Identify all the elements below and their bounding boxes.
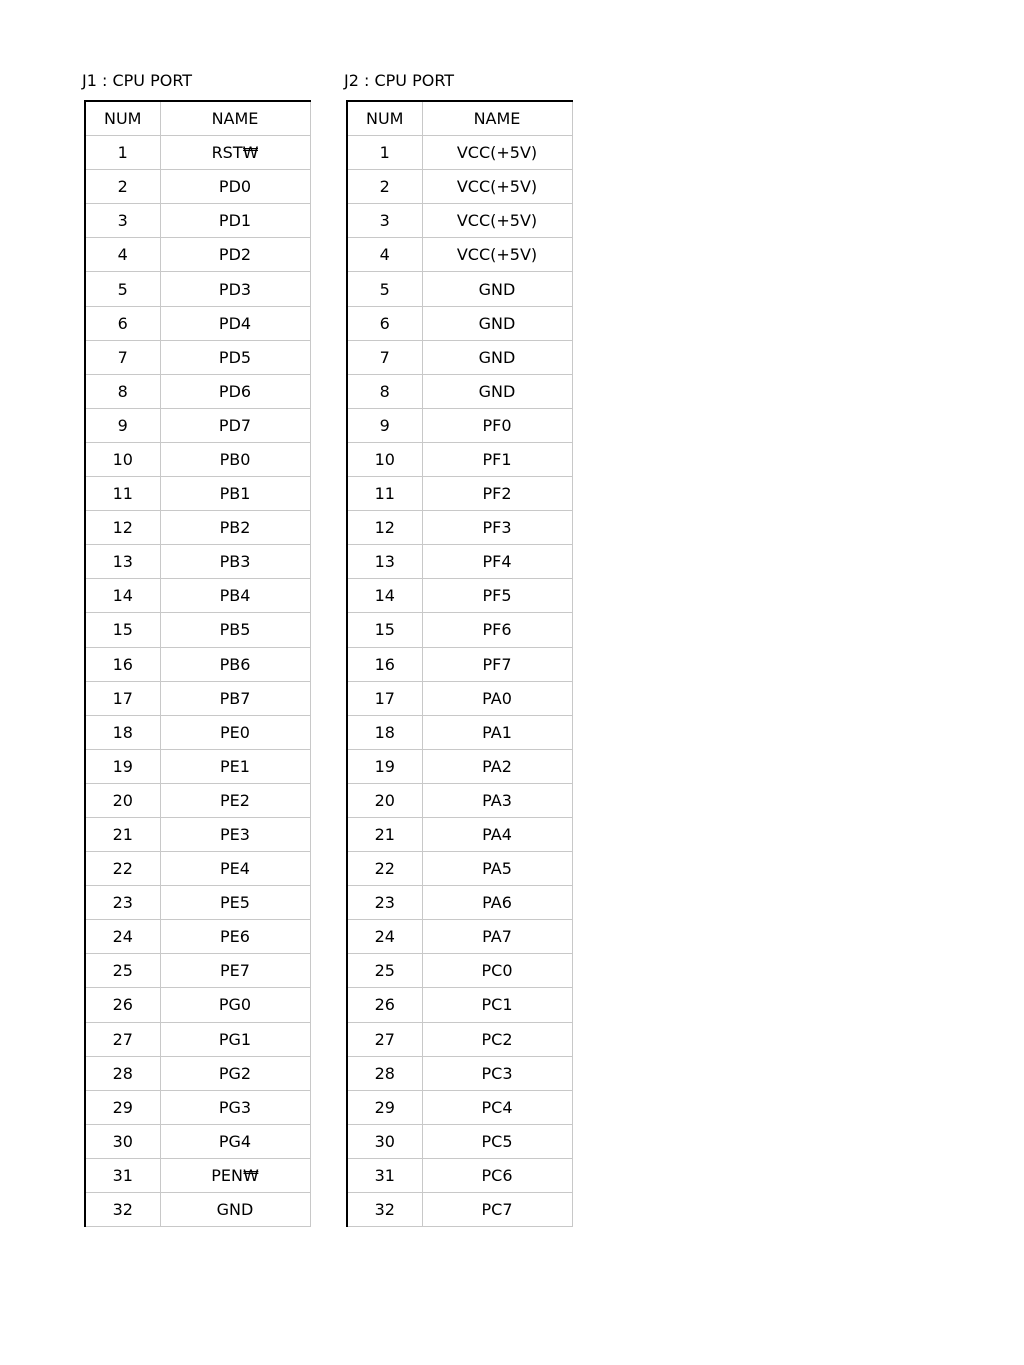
pin-number-cell: 27 [347, 1022, 422, 1056]
table-row [347, 136, 572, 170]
pin-number-cell: 18 [347, 715, 422, 749]
pin-number-cell: 31 [85, 1158, 160, 1192]
table-row [347, 170, 572, 204]
pin-number-cell: 8 [85, 374, 160, 408]
table-row [347, 272, 572, 306]
pin-number-cell: 32 [85, 1193, 160, 1227]
pin-name-cell: PA2 [422, 749, 572, 783]
j1-port-section [82, 68, 311, 1227]
pin-name-cell: PC3 [422, 1056, 572, 1090]
pin-name-cell: PB7 [160, 681, 310, 715]
pin-name-cell: GND [422, 272, 572, 306]
table-row [347, 477, 572, 511]
table-row [85, 136, 310, 170]
j1-pin-table [84, 100, 311, 1227]
pin-number-cell: 26 [85, 988, 160, 1022]
pin-name-cell: PC6 [422, 1158, 572, 1192]
pin-name-cell: GND [422, 306, 572, 340]
table-row [347, 1056, 572, 1090]
pin-name-cell: PD7 [160, 408, 310, 442]
pin-name-cell: PE1 [160, 749, 310, 783]
pin-name-cell: PG4 [160, 1124, 310, 1158]
table-row [347, 204, 572, 238]
pin-name-cell: PG3 [160, 1090, 310, 1124]
pin-number-cell: 20 [85, 783, 160, 817]
pin-name-cell: PB6 [160, 647, 310, 681]
table-row [85, 613, 310, 647]
pin-number-cell: 4 [85, 238, 160, 272]
pin-name-cell: PE3 [160, 817, 310, 851]
table-row [347, 238, 572, 272]
table-row [347, 1090, 572, 1124]
pin-name-cell: PC5 [422, 1124, 572, 1158]
table-row [85, 579, 310, 613]
table-row [85, 408, 310, 442]
pin-number-cell: 3 [347, 204, 422, 238]
j2-pin-table [346, 100, 573, 1227]
pin-number-cell: 18 [85, 715, 160, 749]
pin-name-cell: PE2 [160, 783, 310, 817]
pin-name-cell: PC7 [422, 1193, 572, 1227]
pin-number-cell: 5 [85, 272, 160, 306]
pin-name-cell: PB4 [160, 579, 310, 613]
pin-number-cell: 6 [85, 306, 160, 340]
table-header-row [347, 101, 572, 136]
table-row [347, 442, 572, 476]
table-row [347, 886, 572, 920]
table-row [85, 442, 310, 476]
table-row [347, 1124, 572, 1158]
pin-number-cell: 15 [347, 613, 422, 647]
pin-name-cell: GND [160, 1193, 310, 1227]
pin-number-cell: 13 [85, 545, 160, 579]
pin-number-cell: 11 [347, 477, 422, 511]
pin-name-cell: PF1 [422, 442, 572, 476]
pin-name-cell: PC1 [422, 988, 572, 1022]
pin-number-cell: 11 [85, 477, 160, 511]
pin-number-cell: 13 [347, 545, 422, 579]
table-row [347, 852, 572, 886]
pin-number-cell: 23 [347, 886, 422, 920]
table-row [85, 374, 310, 408]
pin-name-cell: PA4 [422, 817, 572, 851]
pin-name-cell: PD6 [160, 374, 310, 408]
table-row [85, 749, 310, 783]
pin-name-cell: VCC(+5V) [422, 238, 572, 272]
pin-number-cell: 17 [347, 681, 422, 715]
pin-name-cell: PF6 [422, 613, 572, 647]
table-row [347, 1193, 572, 1227]
table-row [85, 511, 310, 545]
table-row [85, 545, 310, 579]
pin-number-cell: 14 [347, 579, 422, 613]
pin-name-cell: PE0 [160, 715, 310, 749]
table-header-row [85, 101, 310, 136]
table-row [85, 886, 310, 920]
table-row [347, 954, 572, 988]
num-column-header: NUM [85, 101, 160, 136]
table-row [85, 1056, 310, 1090]
pin-number-cell: 25 [85, 954, 160, 988]
pin-name-cell: PG1 [160, 1022, 310, 1056]
pin-name-cell: VCC(+5V) [422, 136, 572, 170]
pin-name-cell: RST₩ [160, 136, 310, 170]
pin-name-cell: PD5 [160, 340, 310, 374]
table-row [85, 954, 310, 988]
table-row [85, 715, 310, 749]
pin-number-cell: 6 [347, 306, 422, 340]
pin-name-cell: PB3 [160, 545, 310, 579]
pin-name-cell: PA0 [422, 681, 572, 715]
table-row [85, 1022, 310, 1056]
pin-number-cell: 7 [347, 340, 422, 374]
pin-name-cell: PD1 [160, 204, 310, 238]
table-row [85, 817, 310, 851]
pin-number-cell: 5 [347, 272, 422, 306]
table-row [347, 545, 572, 579]
pin-number-cell: 22 [85, 852, 160, 886]
table-row [85, 1124, 310, 1158]
table-row [85, 647, 310, 681]
pin-number-cell: 21 [347, 817, 422, 851]
pin-number-cell: 14 [85, 579, 160, 613]
table-row [85, 988, 310, 1022]
pin-number-cell: 12 [347, 511, 422, 545]
pin-name-cell: GND [422, 374, 572, 408]
pin-number-cell: 27 [85, 1022, 160, 1056]
table-row [85, 272, 310, 306]
pin-number-cell: 30 [347, 1124, 422, 1158]
pin-name-cell: PE6 [160, 920, 310, 954]
pin-name-cell: VCC(+5V) [422, 170, 572, 204]
pin-number-cell: 19 [347, 749, 422, 783]
table-row [347, 647, 572, 681]
pin-number-cell: 19 [85, 749, 160, 783]
table-row [85, 340, 310, 374]
pin-name-cell: PEN₩ [160, 1158, 310, 1192]
pin-number-cell: 20 [347, 783, 422, 817]
name-column-header: NAME [422, 101, 572, 136]
table-row [347, 374, 572, 408]
table-row [347, 1158, 572, 1192]
pin-name-cell: PA6 [422, 886, 572, 920]
table-row [85, 1193, 310, 1227]
table-row [347, 306, 572, 340]
pin-number-cell: 10 [85, 442, 160, 476]
table-row [85, 920, 310, 954]
pin-number-cell: 32 [347, 1193, 422, 1227]
pin-name-cell: PF0 [422, 408, 572, 442]
pin-number-cell: 12 [85, 511, 160, 545]
pin-name-cell: PF5 [422, 579, 572, 613]
j2-port-section [344, 68, 573, 1227]
pin-name-cell: PD3 [160, 272, 310, 306]
pin-number-cell: 22 [347, 852, 422, 886]
pin-number-cell: 9 [347, 408, 422, 442]
pin-name-cell: PF7 [422, 647, 572, 681]
pin-name-cell: PA3 [422, 783, 572, 817]
table-row [347, 408, 572, 442]
table-row [347, 1022, 572, 1056]
pin-name-cell: PB5 [160, 613, 310, 647]
pin-number-cell: 8 [347, 374, 422, 408]
table-row [85, 477, 310, 511]
table-row [347, 681, 572, 715]
table-row [347, 340, 572, 374]
pin-number-cell: 29 [347, 1090, 422, 1124]
j1-title: J1 : CPU PORT [82, 71, 193, 90]
table-row [347, 579, 572, 613]
pin-number-cell: 1 [85, 136, 160, 170]
pin-number-cell: 3 [85, 204, 160, 238]
pin-number-cell: 2 [347, 170, 422, 204]
pin-name-cell: PA7 [422, 920, 572, 954]
pin-name-cell: PA1 [422, 715, 572, 749]
table-row [85, 1090, 310, 1124]
table-row [85, 238, 310, 272]
pin-number-cell: 1 [347, 136, 422, 170]
table-row [85, 170, 310, 204]
pin-number-cell: 9 [85, 408, 160, 442]
pin-name-cell: PC2 [422, 1022, 572, 1056]
pin-number-cell: 31 [347, 1158, 422, 1192]
pin-number-cell: 25 [347, 954, 422, 988]
pin-name-cell: PA5 [422, 852, 572, 886]
pin-name-cell: PB2 [160, 511, 310, 545]
pin-name-cell: PD0 [160, 170, 310, 204]
table-row [347, 988, 572, 1022]
pin-number-cell: 7 [85, 340, 160, 374]
pin-name-cell: PG0 [160, 988, 310, 1022]
pin-name-cell: PC4 [422, 1090, 572, 1124]
pin-number-cell: 2 [85, 170, 160, 204]
table-row [85, 204, 310, 238]
table-row [85, 306, 310, 340]
pin-number-cell: 16 [85, 647, 160, 681]
pin-name-cell: PD4 [160, 306, 310, 340]
pin-number-cell: 28 [347, 1056, 422, 1090]
pin-number-cell: 17 [85, 681, 160, 715]
pin-number-cell: 28 [85, 1056, 160, 1090]
table-row [347, 511, 572, 545]
name-column-header: NAME [160, 101, 310, 136]
pin-name-cell: PF4 [422, 545, 572, 579]
pin-name-cell: PF3 [422, 511, 572, 545]
pin-name-cell: PB0 [160, 442, 310, 476]
num-column-header: NUM [347, 101, 422, 136]
pin-number-cell: 16 [347, 647, 422, 681]
pin-name-cell: PE5 [160, 886, 310, 920]
pin-number-cell: 21 [85, 817, 160, 851]
pin-number-cell: 24 [85, 920, 160, 954]
pin-number-cell: 24 [347, 920, 422, 954]
table-row [347, 613, 572, 647]
table-row [347, 749, 572, 783]
table-row [85, 1158, 310, 1192]
pin-name-cell: VCC(+5V) [422, 204, 572, 238]
pin-name-cell: GND [422, 340, 572, 374]
pin-name-cell: PC0 [422, 954, 572, 988]
table-row [347, 715, 572, 749]
pin-number-cell: 23 [85, 886, 160, 920]
pin-name-cell: PF2 [422, 477, 572, 511]
table-row [85, 681, 310, 715]
pin-number-cell: 15 [85, 613, 160, 647]
pin-number-cell: 10 [347, 442, 422, 476]
pin-name-cell: PE7 [160, 954, 310, 988]
table-row [347, 817, 572, 851]
pin-number-cell: 4 [347, 238, 422, 272]
table-row [85, 852, 310, 886]
pin-name-cell: PD2 [160, 238, 310, 272]
pin-name-cell: PB1 [160, 477, 310, 511]
pin-number-cell: 26 [347, 988, 422, 1022]
pin-number-cell: 30 [85, 1124, 160, 1158]
table-row [85, 783, 310, 817]
pin-name-cell: PG2 [160, 1056, 310, 1090]
table-row [347, 783, 572, 817]
pin-number-cell: 29 [85, 1090, 160, 1124]
j2-title: J2 : CPU PORT [344, 71, 455, 90]
table-row [347, 920, 572, 954]
pin-name-cell: PE4 [160, 852, 310, 886]
